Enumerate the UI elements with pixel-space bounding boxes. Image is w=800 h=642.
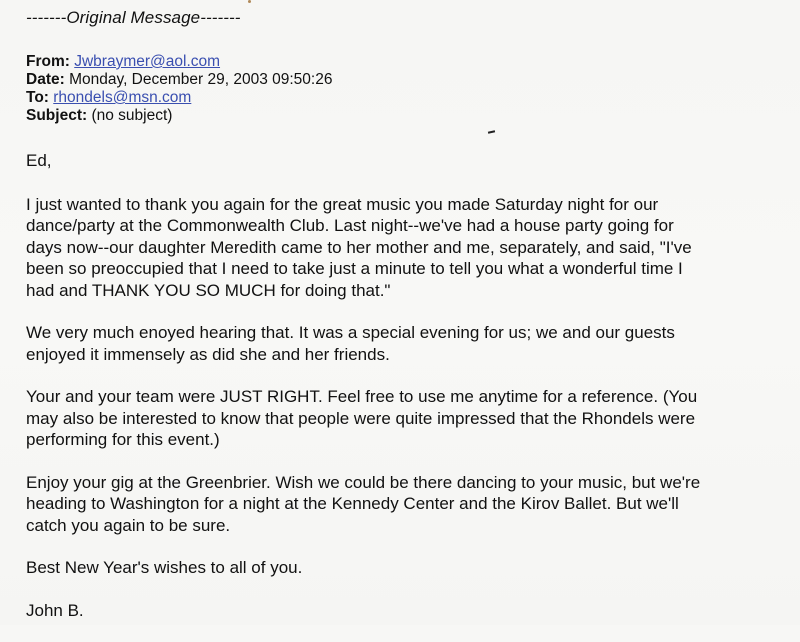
date-row <box>26 71 332 89</box>
subject-row <box>26 107 332 125</box>
paragraph-enjoyed <box>26 322 786 365</box>
body-line: Enjoy your gig at the Greenbrier. Wish we could be there dancing to your music, but we're <box>26 472 701 492</box>
body-line: had and THANK YOU SO MUCH for doing that." <box>26 280 391 300</box>
paragraph-thanks <box>26 194 786 302</box>
body-line: days now--our daughter Meredith came to her mother and me, separately, and said, "I've <box>26 237 692 257</box>
to-email-link[interactable]: rhondels@msn.com <box>53 89 192 106</box>
to-row <box>26 89 332 107</box>
body-line: We very much enoyed hearing that. It was a special evening for us; we and our guests <box>26 323 675 342</box>
email-body <box>26 150 786 642</box>
signature: John B. <box>26 600 84 620</box>
scan-speck <box>488 130 495 133</box>
from-label: From: <box>26 53 70 70</box>
paragraph-greenbrier <box>26 472 786 537</box>
from-email-link[interactable]: Jwbraymer@aol.com <box>74 53 221 70</box>
body-line: Your and your team were JUST RIGHT. Feel free to use me anytime for a reference. (You <box>26 387 698 406</box>
from-row <box>26 53 332 71</box>
body-line: I just wanted to thank you again for the great music you made Saturday night for our <box>26 194 659 214</box>
email-header-block <box>26 53 332 125</box>
greeting: Ed, <box>26 151 52 170</box>
body-line: heading to Washington for a night at the Kennedy Center and the Kirov Ballet. But we'll <box>26 494 679 513</box>
date-value: Monday, December 29, 2003 09:50:26 <box>69 71 333 88</box>
body-line: may also be interested to know that people were quite impressed that the Rhondels were <box>26 408 696 428</box>
scan-speck <box>248 0 251 3</box>
subject-label: Subject: <box>26 107 88 124</box>
date-label: Date: <box>26 71 65 88</box>
paragraph-new-year-wishes: Best New Year's wishes to all of you. <box>26 558 303 577</box>
paragraph-reference <box>26 386 786 451</box>
body-line: been so preoccupied that I need to take just a minute to tell you what a wonderful time I <box>26 259 683 278</box>
original-message-marker: -------Original Message------- <box>26 8 241 27</box>
body-line: enjoyed it immensely as did she and her friends. <box>26 344 390 364</box>
body-line: performing for this event.) <box>26 430 220 449</box>
body-line: catch you again to be sure. <box>26 515 231 535</box>
to-label: To: <box>26 89 49 106</box>
body-line: dance/party at the Commonwealth Club. Last night--we've had a house party going for <box>26 216 674 235</box>
subject-value: (no subject) <box>91 107 173 124</box>
